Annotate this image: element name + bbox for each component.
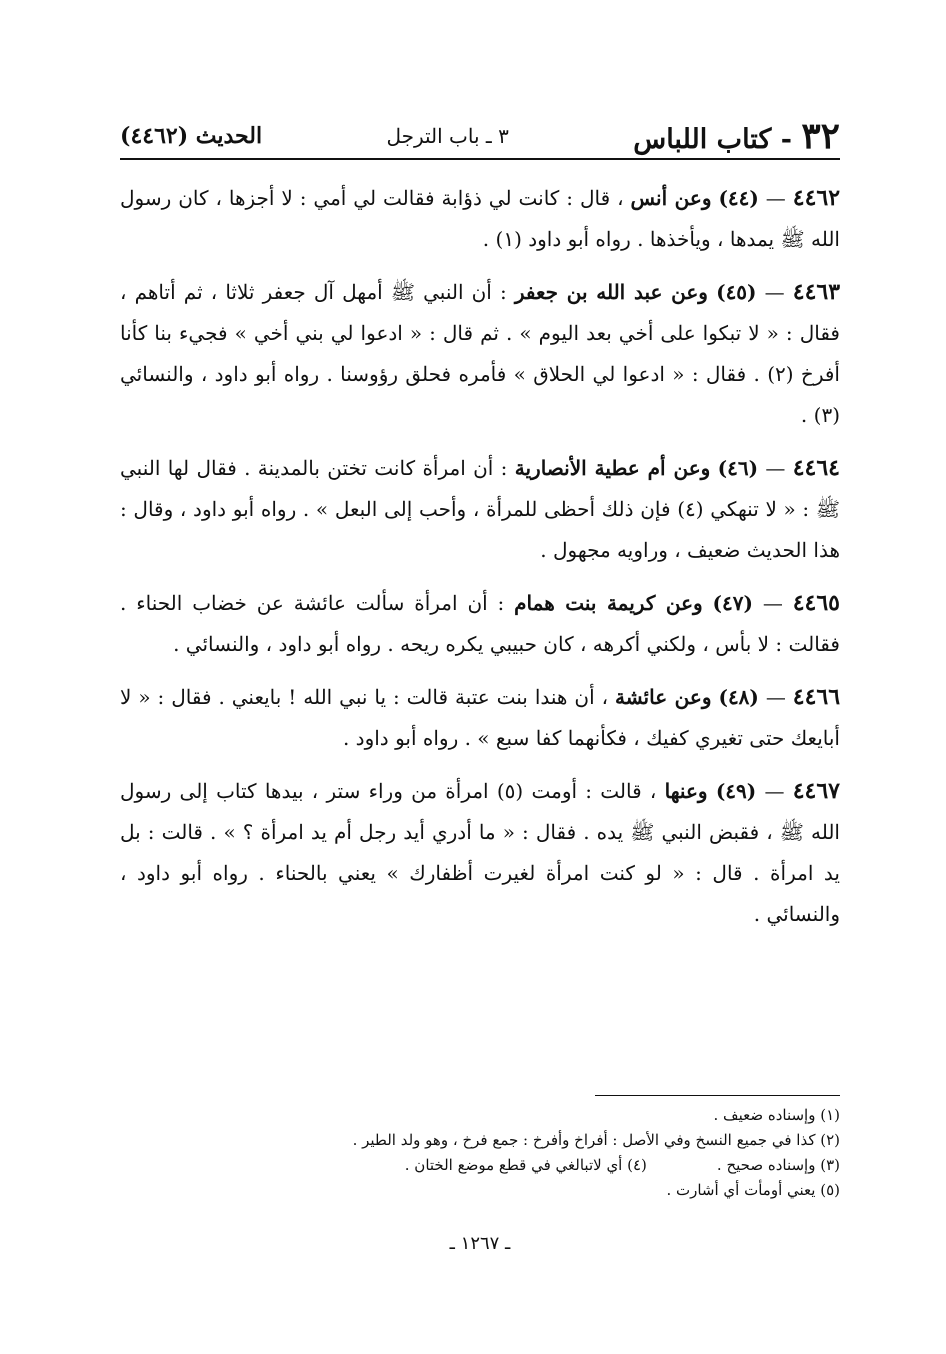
footnote-rule [595, 1095, 840, 1096]
hadith-number: ٤٤٦٢ [792, 185, 841, 211]
footnote-row [120, 1153, 840, 1178]
book-number: ٣٢ [801, 115, 840, 157]
hadith-text: : أن امرأة سألت عائشة عن خضاب الحناء . فقالت : لا بأس ، ولكني أكرهه ، كان حبيبي يكره ريحه . رواه أبو داود ، والنسائي . [120, 591, 840, 656]
footnote-2: (٢) كذا في جميع النسخ وفي الأصل : أفراخ وأفرخ : جمع فرخ ، وهو ولد الطير . [352, 1131, 840, 1149]
hadith-text: : أن امرأة كانت تختن بالمدينة . فقال لها النبي ﷺ : « لا تنهكي (٤) فإن ذلك أحظى للمرأة ، وأحب إلى البعل » . رواه أبو داود ، وقال : هذا الحديث ضعيف ، وراويه مجهول . [120, 456, 840, 562]
book-title: ٣٢ - كتاب اللباس [633, 115, 840, 157]
hadith-item: ٤٤٦٤ — (٤٦) وعن أم عطية الأنصارية : أن امرأة كانت تختن بالمدينة . فقال لها النبي ﷺ : « لا تنهكي (٤) فإن ذلك أحظى للمرأة ، وأحب إلى البعل » . رواه أبو داود ، وقال : هذا الحديث ضعيف ، وراويه مجهول . [120, 455, 840, 562]
page-number: ـ ١٢٦٧ ـ [449, 1233, 511, 1254]
hadith-number: ٤٤٦٦ [792, 684, 841, 710]
footnote-5: (٥) يعني أومأت أي أشارت . [666, 1181, 840, 1199]
hadith-narrator: وعن أم عطية الأنصارية [514, 456, 711, 480]
header-rule [120, 158, 840, 160]
hadith-subnumber: (٤٩) [715, 779, 757, 803]
footnote-3: (٣) وإسناده صحيح . [716, 1156, 840, 1174]
hadith-number: ٤٤٦٤ [792, 455, 840, 481]
hadith-narrator: وعن كريمة بنت همام [514, 591, 703, 615]
hadith-number: ٤٤٦٧ [792, 778, 840, 804]
hadith-subnumber: (٤٧) [712, 591, 753, 615]
hadith-number: ٤٤٦٥ [792, 590, 840, 616]
footnote-1: (١) وإسناده ضعيف . [713, 1106, 840, 1124]
hadith-subnumber: (٤٨) [718, 685, 759, 709]
hadith-item: ٤٤٦٧ — (٤٩) وعنها ، قالت : أومت (٥) امرأة من وراء ستر ، بيدها كتاب إلى رسول الله ﷺ ، فقبض النبي ﷺ يده . فقال : « ما أدري أيد رجل أم يد امرأة ؟ » . قالت : بل يد امرأة . قال : « لو كنت امرأة لغيرت أظفارك » يعني بالحناء . رواه أبو داود ، والنسائي . [120, 778, 840, 926]
hadith-range: الحديث (٤٤٦٢) [120, 123, 263, 149]
hadith-subnumber: (٤٦) [717, 456, 759, 480]
hadith-item: ٤٤٦٦ — (٤٨) وعن عائشة ، أن هندا بنت عتبة قالت : يا نبي الله ! بايعني . فقال : « لا أبايعك حتى تغيري كفيك ، فكأنهما كفا سبع » . رواه أبو داود . [120, 684, 841, 750]
hadith-narrator: وعن عائشة [614, 685, 712, 709]
hadith-text: ، أن هندا بنت عتبة قالت : يا نبي الله ! بايعني . فقال : « لا أبايعك حتى تغيري كفيك ، فكأنهما كفا سبع » . رواه أبو داود . [120, 685, 840, 750]
hadith-text: : أن النبي ﷺ أمهل آل جعفر ثلاثا ، ثم أتاهم ، فقال : « لا تبكوا على أخي بعد اليوم » . ثم قال : « ادعوا لي بني أخي » فجيء بنا كأنا أفرخ (٢) . فقال : « ادعوا لي الحلاق » فأمره فحلق رؤوسنا . رواه أبو داود ، والنسائي (٣) . [120, 280, 840, 427]
book-page [120, 100, 840, 1300]
hadith-narrator: وعنها [664, 779, 708, 803]
hadith-number: ٤٤٦٣ [792, 279, 841, 305]
footnotes [120, 1103, 840, 1203]
hadith-narrator: وعن عبد الله بن جعفر [514, 280, 708, 304]
hadith-item: ٤٤٦٥ — (٤٧) وعن كريمة بنت همام : أن امرأة سألت عائشة عن خضاب الحناء . فقالت : لا بأس ، ولكني أكرهه ، كان حبيبي يكره ريحه . رواه أبو داود ، والنسائي . [120, 590, 840, 656]
hadith-subnumber: (٤٤) [718, 186, 759, 210]
hadith-item: ٤٤٦٣ — (٤٥) وعن عبد الله بن جعفر : أن النبي ﷺ أمهل آل جعفر ثلاثا ، ثم أتاهم ، فقال : « لا تبكوا على أخي بعد اليوم » . ثم قال : « ادعوا لي بني أخي » فجيء بنا كأنا أفرخ (٢) . فقال : « ادعوا لي الحلاق » فأمره فحلق رؤوسنا . رواه أبو داود ، والنسائي (٣) . [120, 279, 841, 427]
hadith-list [120, 178, 840, 947]
running-header [120, 110, 840, 162]
hadith-subnumber: (٤٥) [716, 280, 757, 304]
hadith-text: ، قالت : أومت (٥) امرأة من وراء ستر ، بيدها كتاب إلى رسول الله ﷺ ، فقبض النبي ﷺ يده . فقال : « ما أدري أيد رجل أم يد امرأة ؟ » . قالت : بل يد امرأة . قال : « لو كنت امرأة لغيرت أظفارك » يعني بالحناء . رواه أبو داود ، والنسائي . [120, 779, 840, 926]
hadith-item: ٤٤٦٢ — (٤٤) وعن أنس ، قال : كانت لي ذؤابة فقالت لي أمي : لا أجزها ، كان رسول الله ﷺ يمدها ، ويأخذها . رواه أبو داود (١) . [120, 185, 841, 251]
chapter-title: ٣ ـ باب الترجل [386, 124, 509, 148]
footnote-4: (٤) أي لاتبالغي في قطع موضع الختان . [404, 1156, 647, 1174]
hadith-text: ، قال : كانت لي ذؤابة فقالت لي أمي : لا أجزها ، كان رسول الله ﷺ يمدها ، ويأخذها . رواه أبو داود (١) . [120, 186, 840, 251]
hadith-narrator: وعن أنس [630, 186, 712, 210]
book-title-text: كتاب اللباس [633, 124, 772, 155]
